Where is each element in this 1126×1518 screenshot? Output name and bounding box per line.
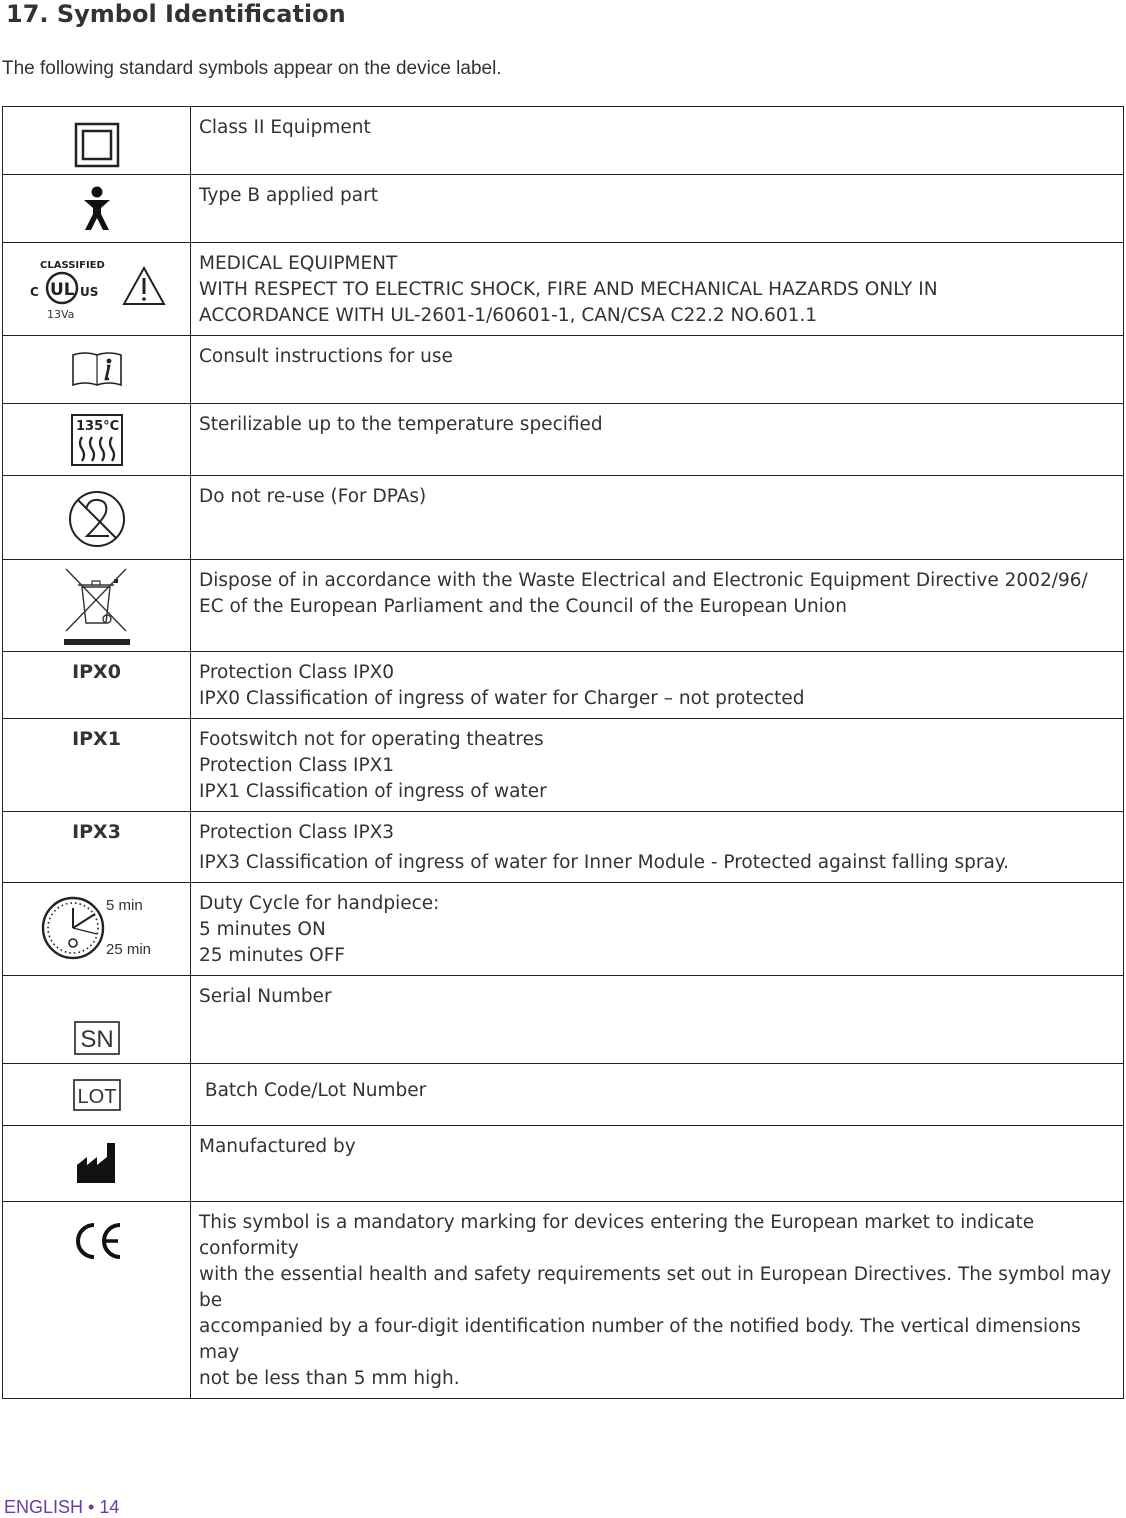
- description-line: Sterilizable up to the temperature specified: [199, 414, 603, 435]
- do-not-reuse-icon: [67, 489, 127, 549]
- symbol-cell: [3, 976, 191, 1064]
- table-row: [3, 1202, 1124, 1399]
- table-row: [3, 1064, 1124, 1126]
- symbol-cell: [3, 560, 191, 652]
- symbol-cell: [3, 719, 191, 812]
- description-cell: [191, 404, 1124, 476]
- description-line: with the essential health and safety requirements set out in European Directives. The symbol may be: [199, 1264, 1112, 1311]
- symbol-cell: [3, 404, 191, 476]
- intro-text: The following standard symbols appear on the device label.: [2, 58, 502, 79]
- ipx3-label: IPX3: [72, 821, 121, 843]
- duty-on-text: 5 min: [105, 897, 143, 914]
- page-footer: ENGLISH • 14: [4, 1497, 120, 1517]
- ce-mark-icon: [70, 1221, 124, 1261]
- sn-text: SN: [79, 1026, 114, 1053]
- description-line: Class II Equipment: [199, 117, 371, 138]
- ul-text: UL: [49, 280, 75, 300]
- table-row: [3, 107, 1124, 175]
- description-line: Dispose of in accordance with the Waste Electrical and Electronic Equipment Directive 2002/96/: [199, 570, 1088, 591]
- description-line: WITH RESPECT TO ELECTRIC SHOCK, FIRE AND MECHANICAL HAZARDS ONLY IN: [199, 279, 938, 300]
- description-line: Type B applied part: [199, 185, 378, 206]
- description-line: Do not re-use (For DPAs): [199, 486, 427, 507]
- symbol-cell: [3, 107, 191, 175]
- description-line: accompanied by a four-digit identification number of the notified body. The vertical dimensions may: [199, 1316, 1081, 1363]
- description-line: Protection Class IPX3: [199, 822, 395, 843]
- table-row: [3, 883, 1124, 976]
- table-row: [3, 476, 1124, 560]
- description-cell: [191, 812, 1124, 883]
- ul-classified-warning-icon: [22, 248, 172, 324]
- symbol-cell: [3, 812, 191, 883]
- symbol-table: [2, 106, 1124, 1399]
- ul-classified-text: CLASSIFIED: [39, 260, 105, 271]
- description-line: 25 minutes OFF: [199, 945, 346, 966]
- ul-code-text: 13Va: [46, 308, 74, 321]
- description-cell: [191, 560, 1124, 652]
- symbol-cell: [3, 175, 191, 243]
- description-cell: [191, 976, 1124, 1064]
- description-line: IPX0 Classification of ingress of water for Charger – not protected: [199, 688, 805, 709]
- description-line: ACCORDANCE WITH UL-2601-1/60601-1, CAN/CSA C22.2 NO.601.1: [199, 305, 818, 326]
- instructions-book-icon: [69, 349, 125, 389]
- lot-batch-code-icon: [73, 1079, 121, 1111]
- description-cell: [191, 107, 1124, 175]
- description-cell: [191, 1202, 1124, 1399]
- ipx1-label: IPX1: [72, 728, 121, 750]
- description-line: Serial Number: [199, 986, 332, 1007]
- table-row: [3, 652, 1124, 719]
- symbol-cell: [3, 1202, 191, 1399]
- description-line: Manufactured by: [199, 1136, 356, 1157]
- class-ii-square-icon: [74, 122, 120, 168]
- description-line: EC of the European Parliament and the Council of the European Union: [199, 596, 847, 617]
- table-row: [3, 336, 1124, 404]
- description-cell: [191, 883, 1124, 976]
- description-line: Footswitch not for operating theatres: [199, 729, 544, 750]
- description-cell: [191, 652, 1124, 719]
- description-line: Protection Class IPX1: [199, 755, 395, 776]
- ul-us-text: US: [79, 285, 98, 299]
- description-line: 5 minutes ON: [199, 919, 326, 940]
- type-b-person-icon: [81, 186, 113, 232]
- description-cell: [191, 1126, 1124, 1202]
- description-cell: [191, 336, 1124, 404]
- description-line: not be less than 5 mm high.: [199, 1368, 460, 1389]
- description-line: IPX3 Classification of ingress of water for Inner Module - Protected against falling spray.: [199, 852, 1009, 873]
- table-row: [3, 175, 1124, 243]
- description-line: MEDICAL EQUIPMENT: [199, 253, 398, 274]
- description-cell: [191, 1064, 1124, 1126]
- table-row: [3, 243, 1124, 336]
- lot-text: LOT: [77, 1086, 116, 1108]
- ipx0-label: IPX0: [72, 661, 121, 683]
- ul-c-text: C: [29, 285, 39, 299]
- serial-number-icon: [74, 1021, 120, 1055]
- symbol-cell: [3, 1064, 191, 1126]
- manufacturer-factory-icon: [75, 1139, 119, 1185]
- symbol-cell: [3, 1126, 191, 1202]
- table-row: [3, 812, 1124, 883]
- table-row: [3, 560, 1124, 652]
- duty-off-text: 25 min: [105, 941, 151, 958]
- description-cell: [191, 476, 1124, 560]
- symbol-cell: [3, 652, 191, 719]
- section-title: 17. Symbol Identification: [6, 0, 346, 28]
- temperature-text: 135°C: [75, 419, 119, 434]
- table-row: [3, 719, 1124, 812]
- symbol-cell: [3, 476, 191, 560]
- description-cell: [191, 243, 1124, 336]
- description-line: Batch Code/Lot Number: [199, 1080, 427, 1101]
- symbol-cell: [3, 883, 191, 976]
- description-line: Duty Cycle for handpiece:: [199, 893, 440, 914]
- symbol-cell: [3, 243, 191, 336]
- description-line: Consult instructions for use: [199, 346, 453, 367]
- sterilizable-temperature-icon: [70, 413, 124, 467]
- table-row: [3, 976, 1124, 1064]
- description-line: This symbol is a mandatory marking for devices entering the European market to indicate conformity: [199, 1212, 1035, 1259]
- description-cell: [191, 719, 1124, 812]
- table-row: [3, 1126, 1124, 1202]
- description-line: IPX1 Classification of ingress of water: [199, 781, 547, 802]
- description-cell: [191, 175, 1124, 243]
- table-row: [3, 404, 1124, 476]
- weee-crossed-bin-icon: [62, 565, 132, 649]
- duty-cycle-timer-icon: [37, 888, 157, 968]
- symbol-cell: [3, 336, 191, 404]
- description-line: Protection Class IPX0: [199, 662, 395, 683]
